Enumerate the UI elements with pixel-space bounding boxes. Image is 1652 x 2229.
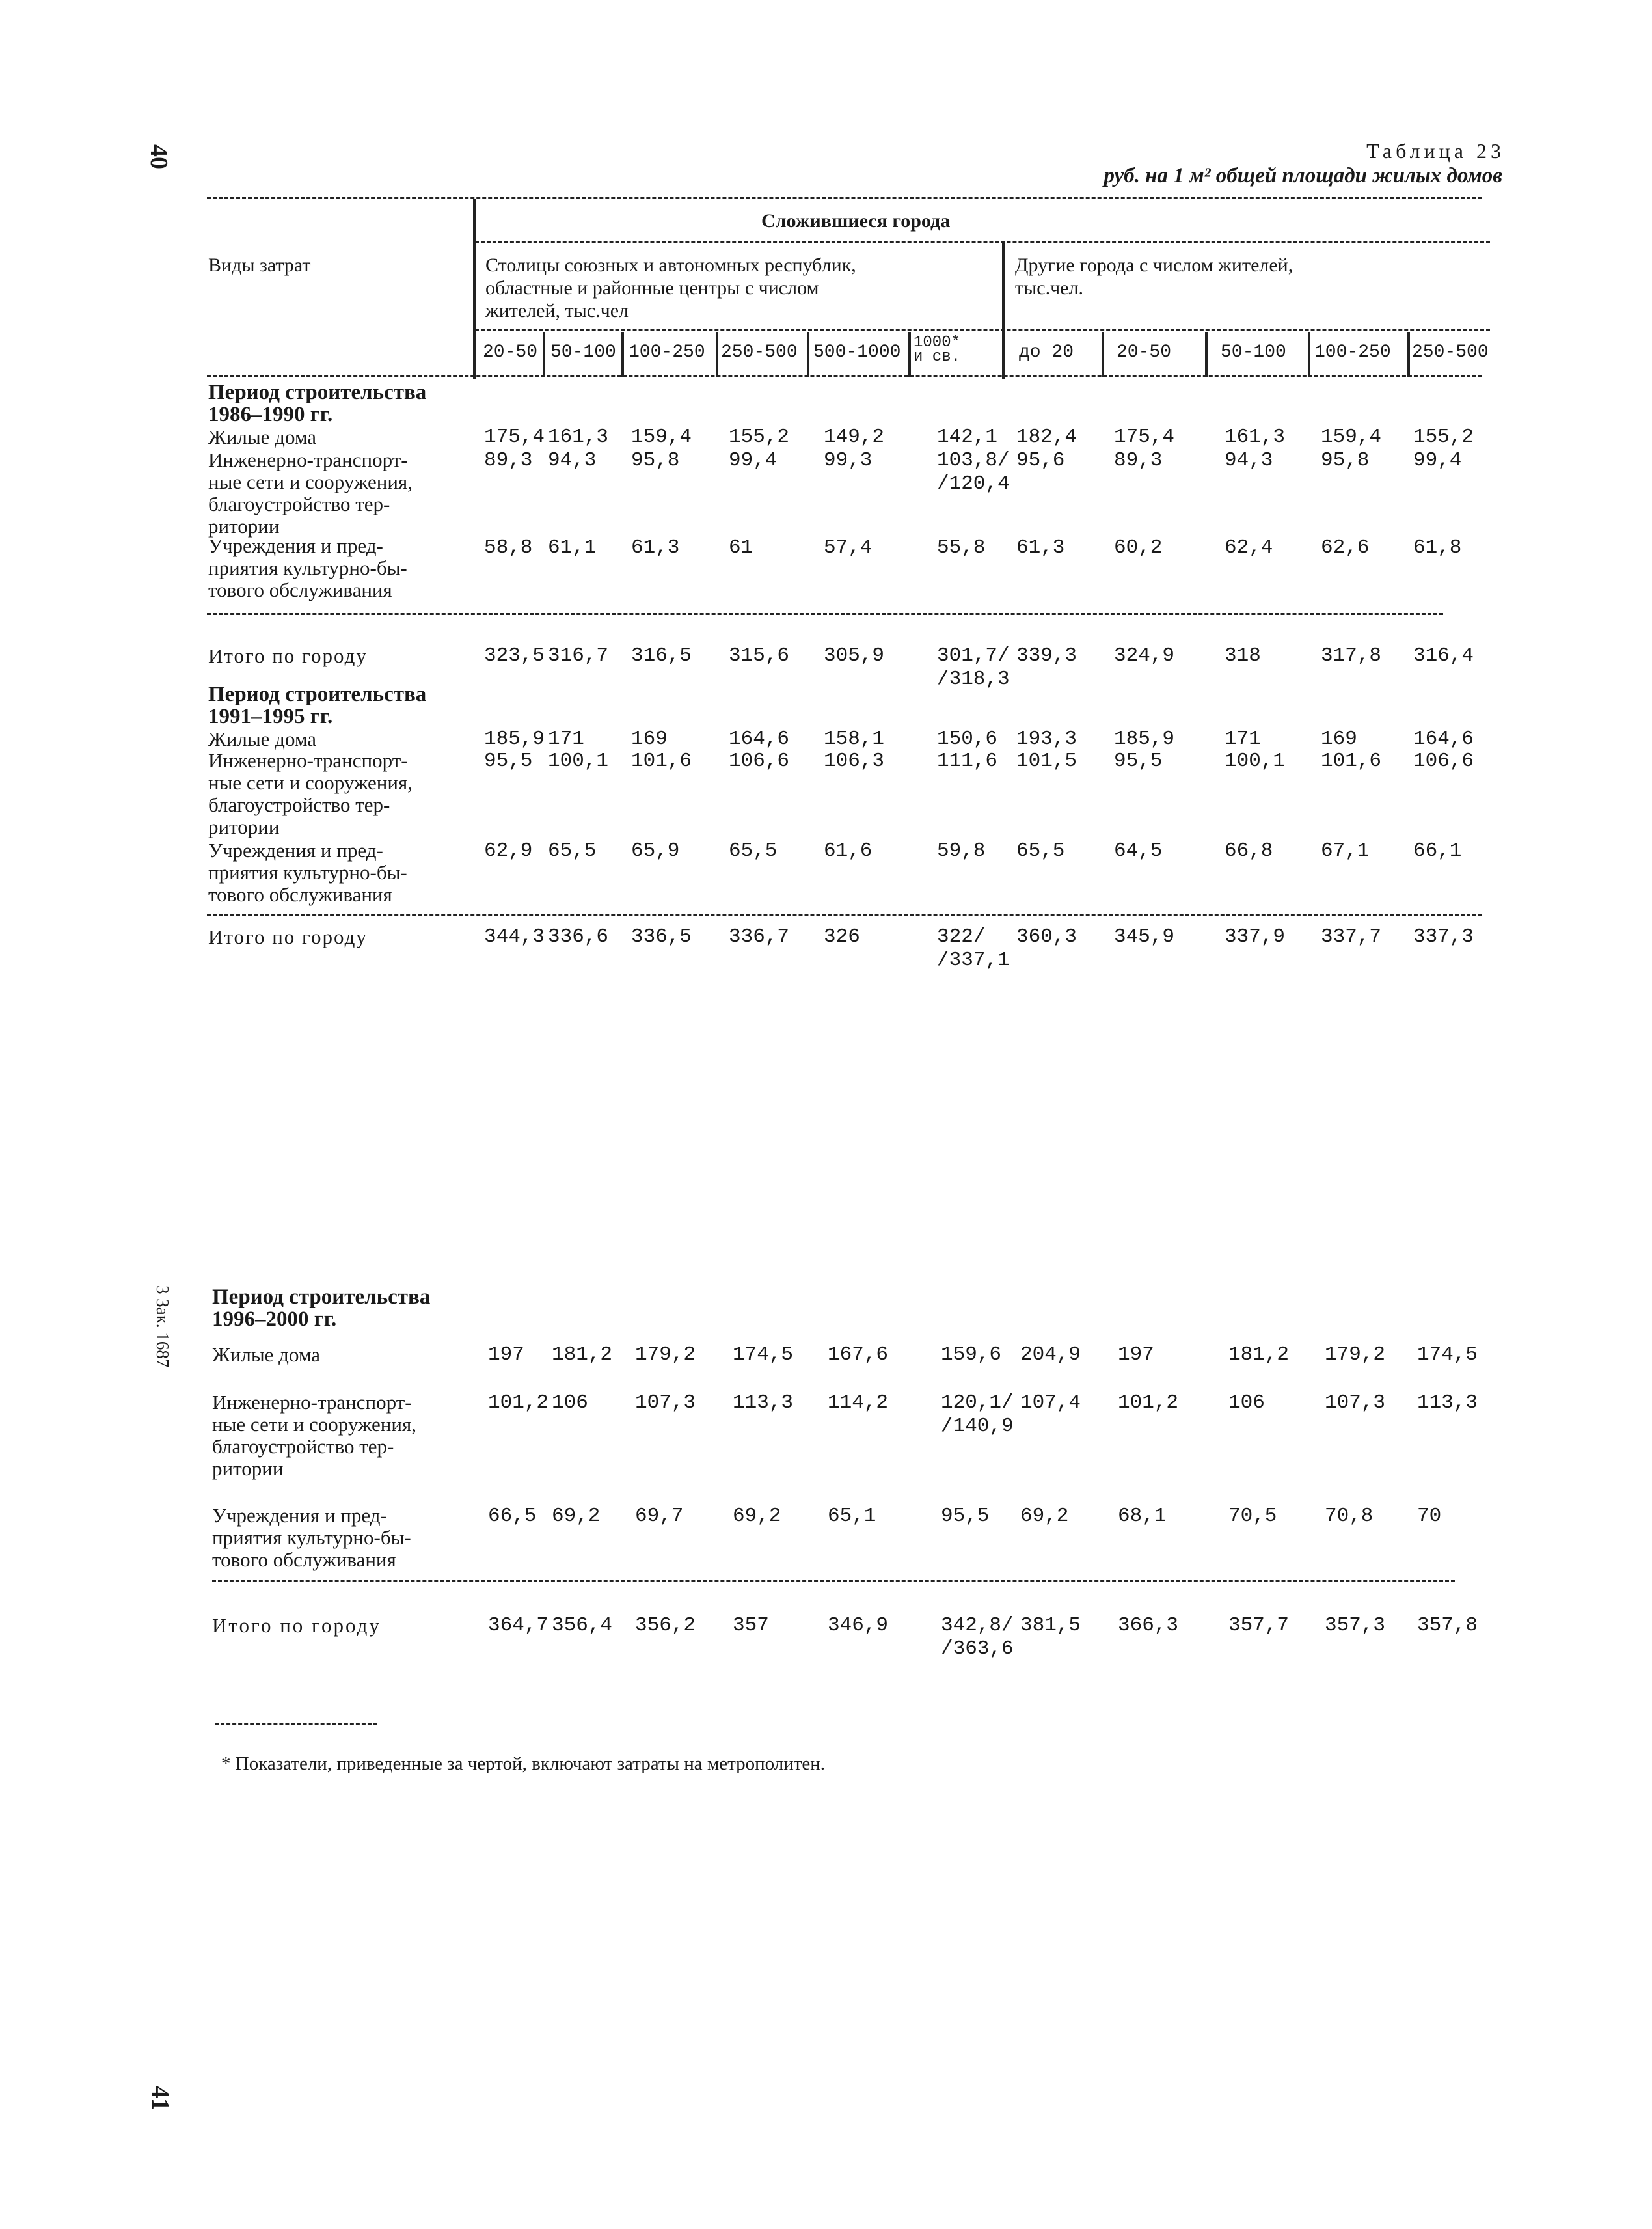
total-cell: 336,7 (729, 925, 790, 948)
table-cell: 69,2 (733, 1505, 781, 1527)
subcol-header: 250-500 (1412, 342, 1489, 362)
table-cell: 61,8 (1413, 536, 1462, 559)
total-label: Итого по городу (208, 644, 368, 667)
table-cell: 95,5 (1114, 750, 1163, 773)
row-label: Инженерно-транспорт- ные сети и сооружения, благоустройство тер- ритории (208, 749, 413, 838)
page-number-left: 40 (145, 144, 172, 169)
total-cell: 366,3 (1118, 1614, 1179, 1637)
total-cell: 357,8 (1417, 1614, 1478, 1637)
table-cell: 89,3 (1114, 449, 1163, 472)
table-cell: 95,6 (1016, 449, 1065, 472)
table-cell: 101,2 (1118, 1391, 1179, 1414)
table-cell: 70,5 (1228, 1505, 1277, 1527)
subcol-divider (621, 332, 624, 377)
group2-label: Другие города с числом жителей, тыс.чел. (1015, 254, 1293, 299)
total-cell: 301,7/ /318,3 (937, 644, 1010, 691)
table-cell: 61,1 (548, 536, 597, 559)
table-cell: 158,1 (824, 728, 885, 750)
table-cell: 171 (1225, 728, 1261, 750)
table-cell: 67,1 (1321, 840, 1370, 862)
row-label: Учреждения и пред- приятия культурно-бы- тового обслуживания (212, 1504, 411, 1571)
row-label: Жилые дома (212, 1343, 321, 1366)
table-cell: 182,4 (1016, 426, 1077, 448)
subcol-top-rule (475, 329, 1490, 331)
table-cell: 69,2 (552, 1505, 601, 1527)
table-cell: 164,6 (729, 728, 790, 750)
table-cell: 113,3 (1417, 1391, 1478, 1414)
table-cell: 106,6 (729, 750, 790, 773)
subcol-header: 250-500 (721, 342, 798, 362)
table-cell: 164,6 (1413, 728, 1474, 750)
total-cell: 316,7 (548, 644, 609, 667)
section-rule (207, 613, 1443, 615)
table-cell: 89,3 (484, 449, 533, 472)
section-rule (212, 1580, 1455, 1582)
table-cell: 179,2 (1325, 1343, 1386, 1366)
table-cell: 106 (1228, 1391, 1265, 1414)
table-cell: 55,8 (937, 536, 986, 559)
table-cell: 169 (1321, 728, 1357, 750)
table-cell: 61 (729, 536, 753, 559)
row-label: Инженерно-транспорт- ные сети и сооружения, благоустройство тер- ритории (212, 1391, 416, 1480)
table-cell: 95,8 (1321, 449, 1370, 472)
total-cell: 315,6 (729, 644, 790, 667)
subcol-header: 50-100 (1221, 342, 1286, 362)
units-text: руб. на 1 м² общей площади жилых домов (1104, 164, 1502, 187)
table-cell: 99,4 (1413, 449, 1462, 472)
table-cell: 185,9 (484, 728, 545, 750)
subcol-header: до 20 (1019, 342, 1074, 362)
table-cell: 94,3 (548, 449, 597, 472)
table-cell: 175,4 (484, 426, 545, 448)
total-cell: 342,8/ /363,6 (941, 1614, 1014, 1660)
table-cell: 159,4 (1321, 426, 1382, 448)
section-rule (207, 914, 1482, 916)
table-cell: 59,8 (937, 840, 986, 862)
group-label: Сложившиеся города (761, 210, 951, 232)
total-label: Итого по городу (208, 925, 368, 948)
col-label: Виды затрат (208, 254, 311, 276)
page-number-right: 41 (146, 2086, 174, 2111)
period-title: Период строительства 1991–1995 гг. (208, 683, 427, 728)
table-cell: 103,8/ /120,4 (937, 449, 1010, 495)
table-label: Таблица 23 (1366, 139, 1505, 163)
table-cell: 174,5 (733, 1343, 794, 1366)
period-title: Период строительства 1996–2000 гг. (212, 1285, 431, 1331)
table-cell: 197 (1118, 1343, 1154, 1366)
table-cell: 58,8 (484, 536, 533, 559)
table-cell: 61,3 (631, 536, 680, 559)
table-cell: 61,6 (824, 840, 873, 862)
total-cell: 337,9 (1225, 925, 1286, 948)
total-cell: 337,3 (1413, 925, 1474, 948)
table-cell: 107,3 (635, 1391, 696, 1414)
total-cell: 339,3 (1016, 644, 1077, 667)
total-cell: 356,4 (552, 1614, 613, 1637)
table-cell: 161,3 (548, 426, 609, 448)
subcol-divider (716, 332, 718, 377)
total-cell: 336,5 (631, 925, 692, 948)
header-left-divider (473, 199, 476, 379)
group1-label: Столицы союзных и автономных республик, областные и районные центры с числом жителей, тыс.чел (485, 254, 856, 321)
table-cell: 204,9 (1020, 1343, 1081, 1366)
header-bottom-rule (207, 375, 1482, 377)
subcol-header: 1000* и св. (914, 334, 961, 366)
subcol-header: 500-1000 (813, 342, 901, 362)
total-cell: 356,2 (635, 1614, 696, 1637)
subcol-header: 20-50 (1117, 342, 1172, 362)
header-top-rule (207, 197, 1482, 199)
table-cell: 60,2 (1114, 536, 1163, 559)
table-cell: 111,6 (937, 750, 998, 773)
table-cell: 95,5 (941, 1505, 990, 1527)
table-cell: 149,2 (824, 426, 885, 448)
table-cell: 174,5 (1417, 1343, 1478, 1366)
footnote: * Показатели, приведенные за чертой, включают затраты на метрополитен. (221, 1753, 826, 1774)
table-cell: 101,6 (631, 750, 692, 773)
table-cell: 161,3 (1225, 426, 1286, 448)
table-cell: 94,3 (1225, 449, 1273, 472)
total-cell: 318 (1225, 644, 1261, 667)
table-cell: 62,9 (484, 840, 533, 862)
row-label: Учреждения и пред- приятия культурно-бы- тового обслуживания (208, 534, 407, 601)
row-label: Инженерно-транспорт- ные сети и сооружения, благоустройство тер- ритории (208, 448, 413, 538)
total-cell: 317,8 (1321, 644, 1382, 667)
table-cell: 179,2 (635, 1343, 696, 1366)
total-label: Итого по городу (212, 1614, 381, 1637)
table-cell: 64,5 (1114, 840, 1163, 862)
total-cell: 323,5 (484, 644, 545, 667)
table-cell: 100,1 (548, 750, 609, 773)
table-cell: 61,3 (1016, 536, 1065, 559)
subcol-divider (1407, 332, 1410, 377)
period-title: Период строительства 1986–1990 гг. (208, 381, 427, 426)
table-cell: 69,2 (1020, 1505, 1069, 1527)
subcol-divider (1205, 332, 1208, 377)
table-cell: 113,3 (733, 1391, 794, 1414)
table-cell: 70,8 (1325, 1505, 1374, 1527)
total-cell: 336,6 (548, 925, 609, 948)
table-cell: 99,4 (729, 449, 778, 472)
total-cell: 357 (733, 1614, 769, 1637)
table-cell: 68,1 (1118, 1505, 1167, 1527)
table-cell: 101,6 (1321, 750, 1382, 773)
table-cell: 70 (1417, 1505, 1442, 1527)
table-cell: 99,3 (824, 449, 873, 472)
subcol-divider (908, 332, 911, 377)
subcol-header: 20-50 (483, 342, 538, 362)
table-cell: 69,7 (635, 1505, 684, 1527)
table-cell: 57,4 (824, 536, 873, 559)
table-cell: 114,2 (828, 1391, 889, 1414)
table-cell: 62,6 (1321, 536, 1370, 559)
total-cell: 316,4 (1413, 644, 1474, 667)
subcol-header: 50-100 (550, 342, 616, 362)
table-cell: 159,6 (941, 1343, 1002, 1366)
subcol-divider (543, 332, 545, 377)
group-rule (475, 241, 1490, 243)
total-cell: 326 (824, 925, 860, 948)
total-cell: 337,7 (1321, 925, 1382, 948)
table-cell: 106 (552, 1391, 588, 1414)
table-cell: 95,5 (484, 750, 533, 773)
table-cell: 155,2 (729, 426, 790, 448)
total-cell: 381,5 (1020, 1614, 1081, 1637)
subcol-divider (1308, 332, 1310, 377)
table-cell: 65,9 (631, 840, 680, 862)
subcol-header: 100-250 (1314, 342, 1391, 362)
table-cell: 101,2 (488, 1391, 549, 1414)
total-cell: 324,9 (1114, 644, 1175, 667)
table-cell: 169 (631, 728, 668, 750)
total-cell: 344,3 (484, 925, 545, 948)
table-cell: 107,4 (1020, 1391, 1081, 1414)
total-cell: 305,9 (824, 644, 885, 667)
table-cell: 107,3 (1325, 1391, 1386, 1414)
table-cell: 167,6 (828, 1343, 889, 1366)
table-cell: 101,5 (1016, 750, 1077, 773)
table-cell: 155,2 (1413, 426, 1474, 448)
subcol-header: 100-250 (629, 342, 705, 362)
table-cell: 62,4 (1225, 536, 1273, 559)
table-cell: 197 (488, 1343, 524, 1366)
group-divider (1002, 243, 1005, 379)
footnote-rule (215, 1723, 377, 1725)
table-cell: 95,8 (631, 449, 680, 472)
table-cell: 181,2 (552, 1343, 613, 1366)
table-cell: 66,1 (1413, 840, 1462, 862)
table-cell: 100,1 (1225, 750, 1286, 773)
table-cell: 175,4 (1114, 426, 1175, 448)
table-cell: 142,1 (937, 426, 998, 448)
table-cell: 65,5 (729, 840, 778, 862)
table-cell: 120,1/ /140,9 (941, 1391, 1014, 1438)
table-units (1104, 164, 1502, 187)
total-cell: 357,7 (1228, 1614, 1290, 1637)
subcol-divider (1102, 332, 1104, 377)
table-cell: 181,2 (1228, 1343, 1290, 1366)
table-cell: 65,5 (1016, 840, 1065, 862)
table-cell: 171 (548, 728, 584, 750)
table-cell: 106,3 (824, 750, 885, 773)
table-cell: 65,1 (828, 1505, 876, 1527)
total-cell: 316,5 (631, 644, 692, 667)
row-label: Жилые дома (208, 728, 317, 750)
total-cell: 345,9 (1114, 925, 1175, 948)
table-cell: 66,8 (1225, 840, 1273, 862)
subcol-divider (807, 332, 809, 377)
total-cell: 346,9 (828, 1614, 889, 1637)
table-cell: 159,4 (631, 426, 692, 448)
total-cell: 357,3 (1325, 1614, 1386, 1637)
table-cell: 185,9 (1114, 728, 1175, 750)
total-cell: 360,3 (1016, 925, 1077, 948)
row-label: Жилые дома (208, 426, 317, 448)
margin-note: 3 Зак. 1687 (153, 1285, 172, 1368)
table-cell: 66,5 (488, 1505, 537, 1527)
total-cell: 364,7 (488, 1614, 549, 1637)
total-cell: 322/ /337,1 (937, 925, 1010, 972)
table-cell: 193,3 (1016, 728, 1077, 750)
row-label: Учреждения и пред- приятия культурно-бы- тового обслуживания (208, 839, 407, 906)
table-cell: 150,6 (937, 728, 998, 750)
table-cell: 106,6 (1413, 750, 1474, 773)
table-cell: 65,5 (548, 840, 597, 862)
